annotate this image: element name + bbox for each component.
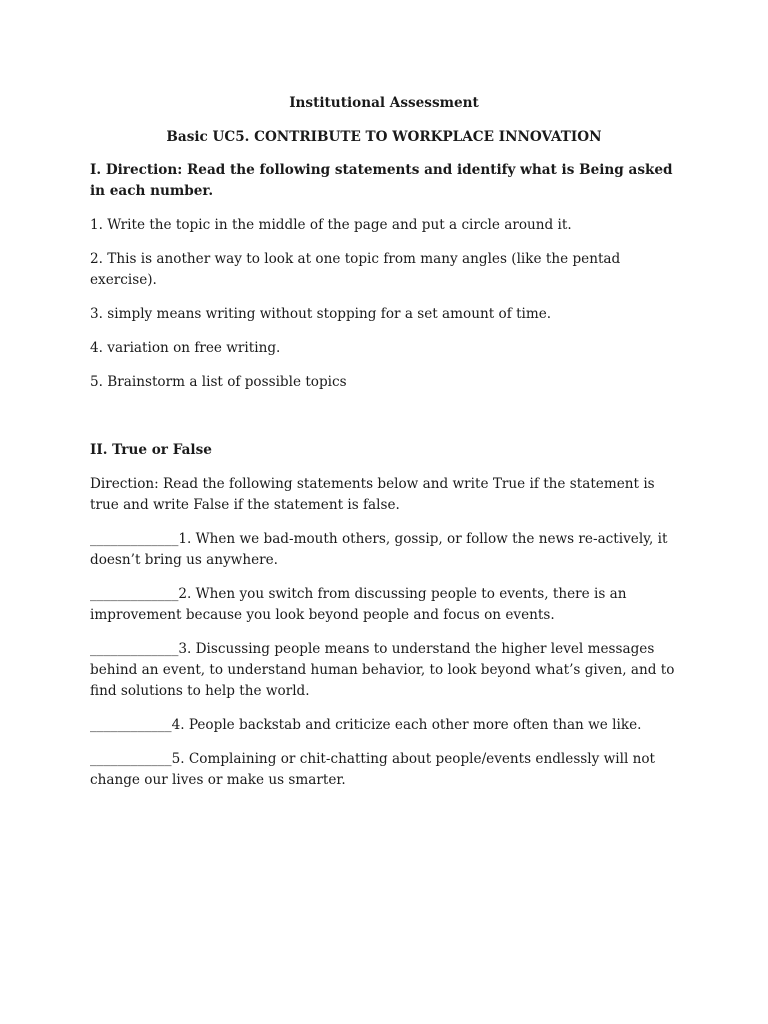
true-false-item: _____________3. Discussing people means to understand the higher level messages behind an event, to understand human behavior, to look beyond what’s given, and to find solutions to help the world. bbox=[90, 641, 675, 699]
true-false-item: ____________5. Complaining or chit-chatting about people/events endlessly will not change our lives or make us smarter. bbox=[90, 751, 656, 788]
part1-item: 1. Write the topic in the middle of the page and put a circle around it. bbox=[90, 217, 572, 233]
part1-direction: I. Direction: Read the following statements and identify what is Being asked in each number. bbox=[90, 162, 673, 199]
part1-item: 5. Brainstorm a list of possible topics bbox=[90, 374, 347, 390]
true-false-item: ____________4. People backstab and criticize each other more often than we like. bbox=[90, 717, 642, 733]
document-content bbox=[90, 93, 678, 804]
true-false-item: _____________1. When we bad-mouth others, gossip, or follow the news re-actively, it doesn’t bring us anywhere. bbox=[90, 531, 668, 568]
part2-direction: Direction: Read the following statements below and write True if the statement is true and write False if the statement is false. bbox=[90, 476, 655, 513]
document-subtitle: Basic UC5. CONTRIBUTE TO WORKPLACE INNOVATION bbox=[166, 129, 602, 145]
section-spacer bbox=[90, 406, 678, 440]
part2-heading: II. True or False bbox=[90, 442, 212, 458]
document-title: Institutional Assessment bbox=[289, 95, 479, 111]
part1-item: 3. simply means writing without stopping for a set amount of time. bbox=[90, 306, 552, 322]
part1-item: 4. variation on free writing. bbox=[90, 340, 281, 356]
part1-item: 2. This is another way to look at one topic from many angles (like the pentad exercise). bbox=[90, 251, 621, 288]
true-false-item: _____________2. When you switch from discussing people to events, there is an improvement because you look beyond people and focus on events. bbox=[90, 586, 627, 623]
